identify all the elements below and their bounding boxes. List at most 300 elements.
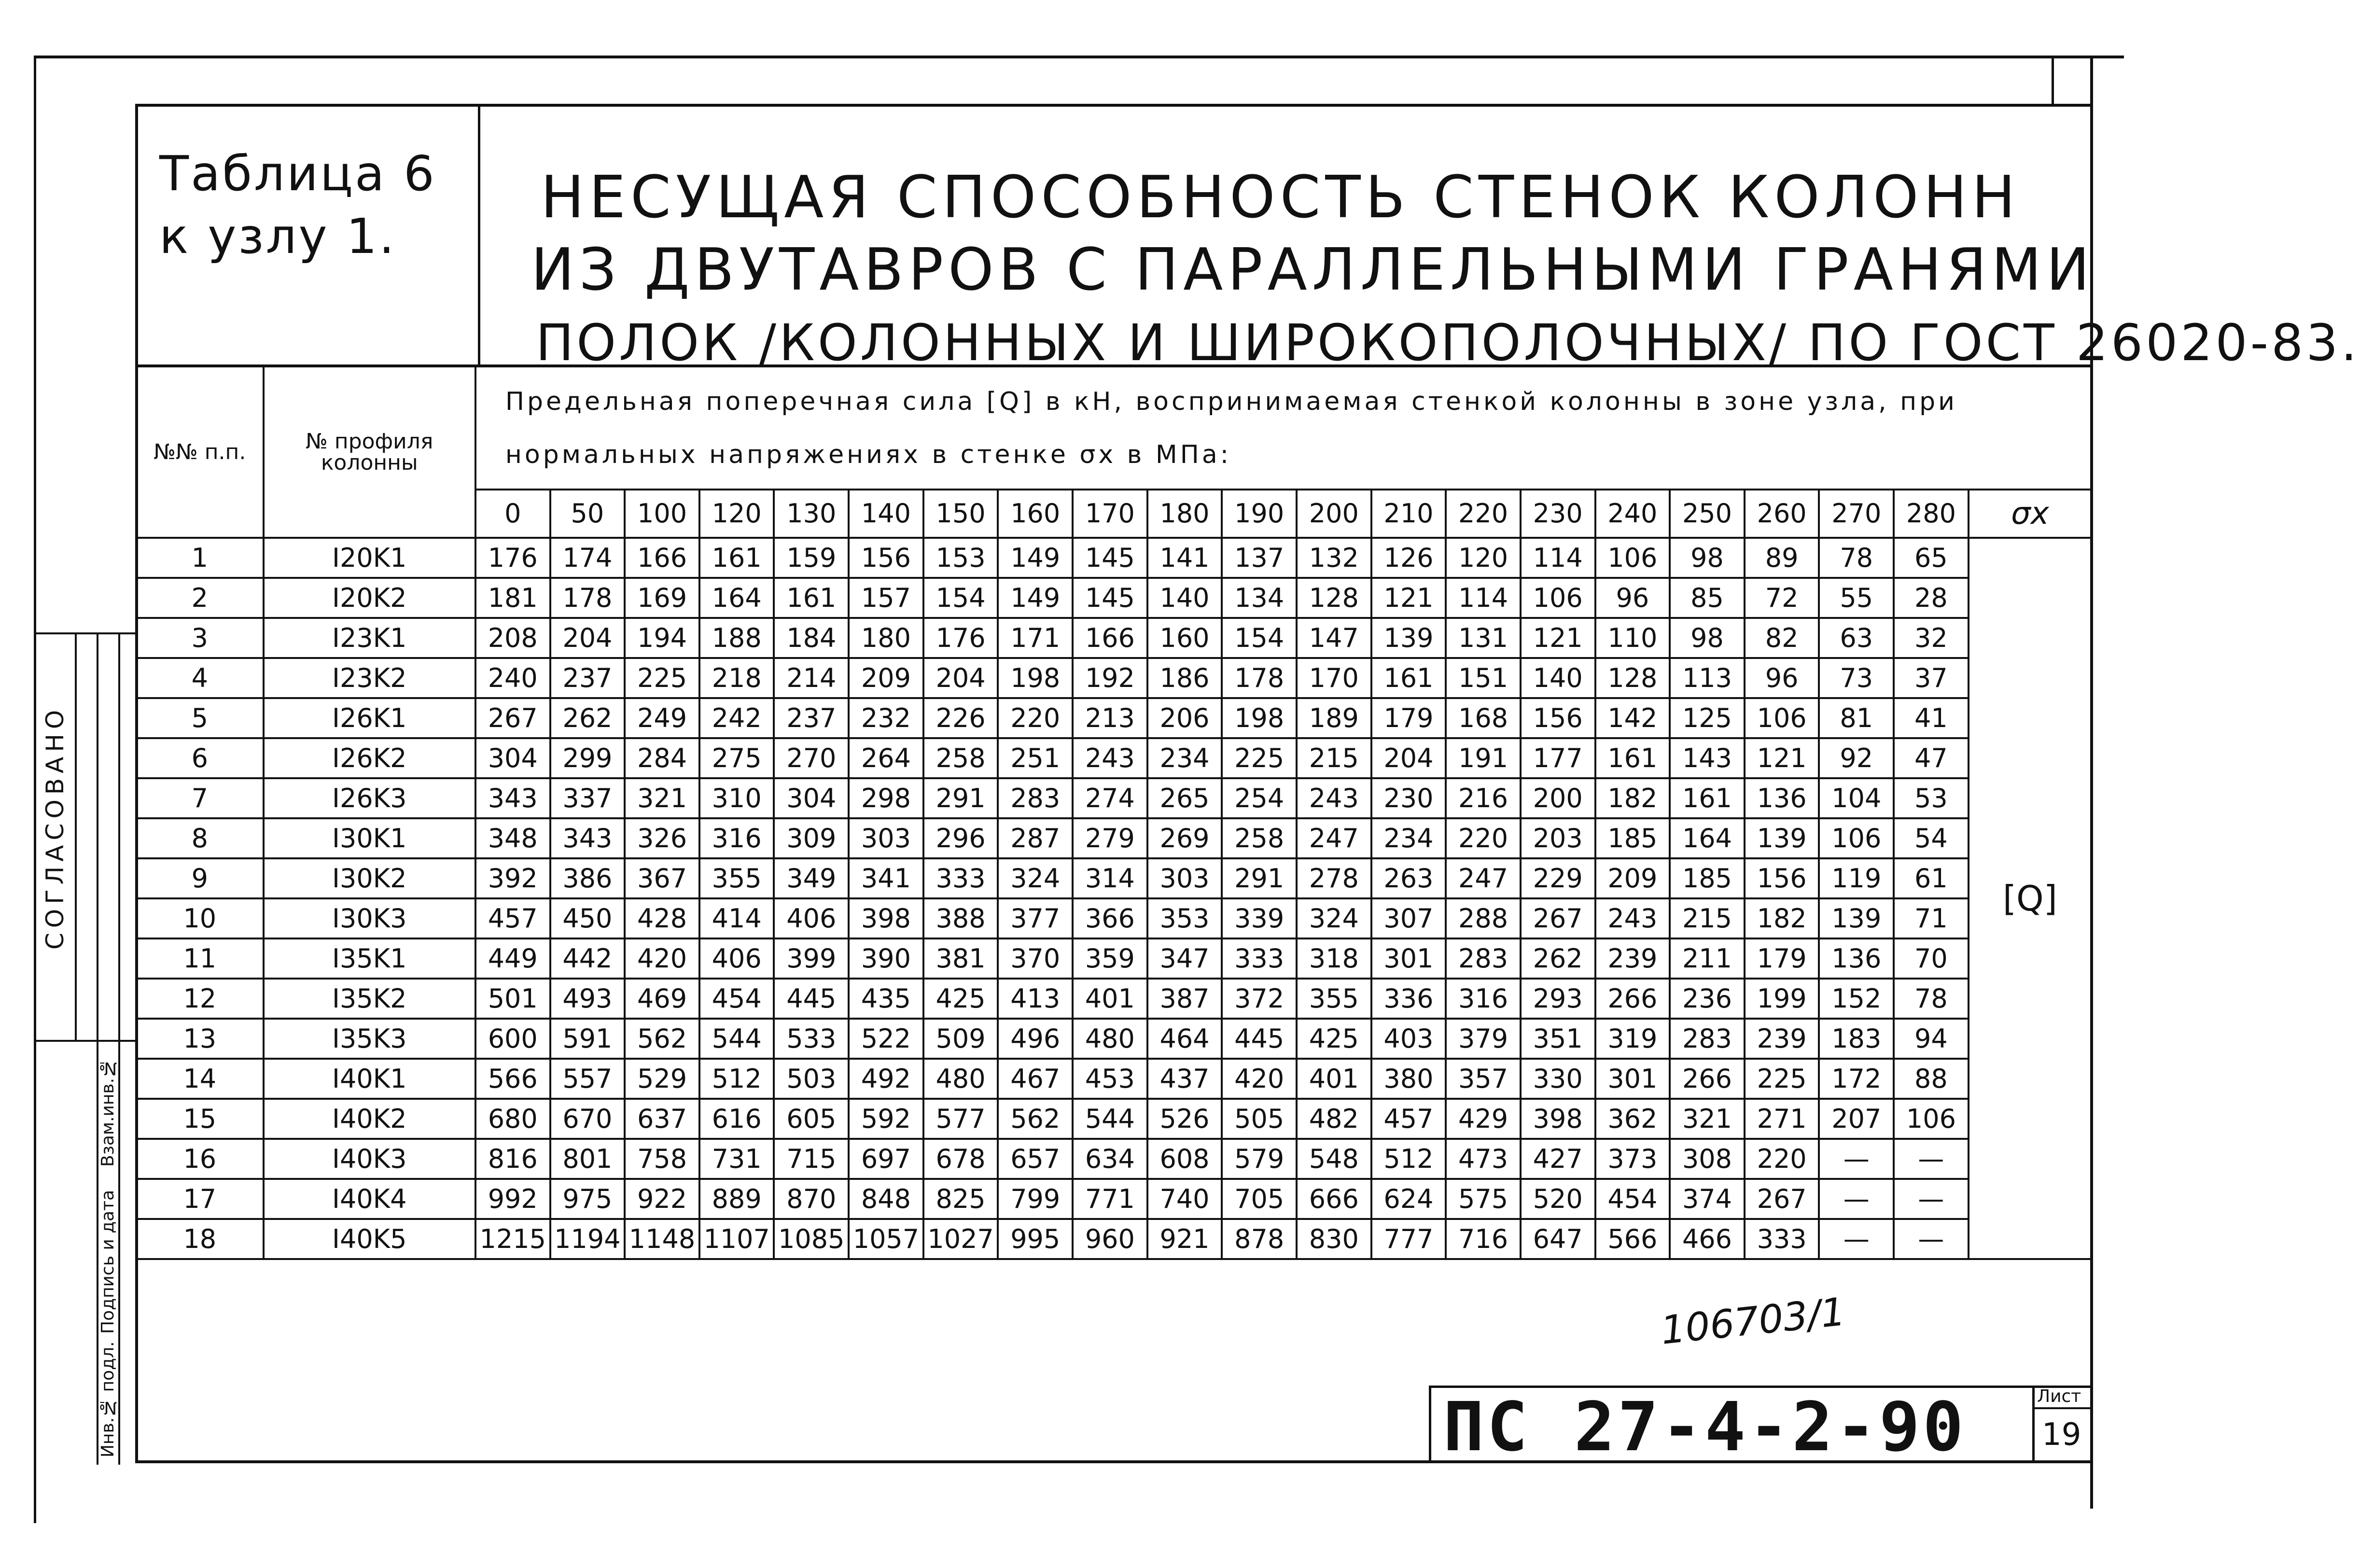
value-cell: 454	[699, 979, 774, 1019]
value-cell: 492	[849, 1059, 923, 1099]
value-cell: 237	[550, 658, 625, 698]
value-cell: 274	[1073, 778, 1147, 818]
value-cell: 457	[475, 898, 550, 938]
table-row	[136, 578, 2092, 618]
value-cell: 267	[475, 698, 550, 738]
value-cell: 921	[1147, 1219, 1222, 1259]
value-cell: 270	[774, 738, 849, 778]
value-cell: 204	[550, 618, 625, 658]
value-cell: 258	[1222, 818, 1297, 858]
value-cell: 288	[1446, 898, 1521, 938]
title-line-1: НЕСУЩАЯ СПОСОБНОСТЬ СТЕНОК КОЛОНН	[541, 164, 2020, 231]
value-cell: 512	[699, 1059, 774, 1099]
value-cell: 469	[625, 979, 699, 1019]
value-cell: 544	[1073, 1099, 1147, 1139]
profile-cell: I40K2	[264, 1099, 475, 1139]
header-row-number: №№ п.п.	[136, 366, 264, 538]
table-row	[136, 618, 2092, 658]
header-description: Предельная поперечная сила [Q] в кН, воспринимаемая стенкой колонны в зоне узла, при нормальных напряжениях в стенке σx в МПа:	[475, 366, 2092, 490]
value-cell: 63	[1819, 618, 1894, 658]
value-cell: 214	[774, 658, 849, 698]
value-cell: 291	[923, 778, 998, 818]
value-cell: 213	[1073, 698, 1147, 738]
row-number-cell: 16	[136, 1139, 264, 1179]
value-cell: 505	[1222, 1099, 1297, 1139]
stress-header-cell: 230	[1521, 490, 1595, 538]
value-cell: 373	[1595, 1139, 1670, 1179]
replace-inventory-label: Взам.инв.№	[98, 1058, 118, 1167]
value-cell: —	[1894, 1139, 1969, 1179]
stress-header-cell: 0	[475, 490, 550, 538]
value-cell: 119	[1819, 858, 1894, 898]
value-cell: 137	[1222, 538, 1297, 578]
value-cell: 1085	[774, 1219, 849, 1259]
row-number-cell: 17	[136, 1179, 264, 1219]
value-cell: 179	[1745, 938, 1819, 979]
value-cell: 825	[923, 1179, 998, 1219]
table-row	[136, 738, 2092, 778]
value-cell: 291	[1222, 858, 1297, 898]
value-cell: 164	[699, 578, 774, 618]
row-number-cell: 18	[136, 1219, 264, 1259]
value-cell: 61	[1894, 858, 1969, 898]
value-cell: 142	[1595, 698, 1670, 738]
value-cell: 386	[550, 858, 625, 898]
value-cell: 183	[1819, 1019, 1894, 1059]
value-cell: 139	[1745, 818, 1819, 858]
value-cell: 32	[1894, 618, 1969, 658]
q-label-cell: [Q]	[1969, 538, 2092, 1259]
value-cell: 53	[1894, 778, 1969, 818]
value-cell: 106	[1894, 1099, 1969, 1139]
value-cell: —	[1894, 1219, 1969, 1259]
table-row	[136, 1019, 2092, 1059]
value-cell: 801	[550, 1139, 625, 1179]
value-cell: 172	[1819, 1059, 1894, 1099]
value-cell: 420	[625, 938, 699, 979]
row-number-cell: 15	[136, 1099, 264, 1139]
stress-header-cell: 250	[1670, 490, 1745, 538]
profile-cell: I30K1	[264, 818, 475, 858]
value-cell: 161	[1371, 658, 1446, 698]
value-cell: 333	[1222, 938, 1297, 979]
value-cell: 121	[1371, 578, 1446, 618]
stress-header-cell: 140	[849, 490, 923, 538]
value-cell: 71	[1894, 898, 1969, 938]
value-cell: 239	[1595, 938, 1670, 979]
sheet-box-left	[2032, 1386, 2035, 1463]
value-cell: 467	[998, 1059, 1073, 1099]
row-number-cell: 9	[136, 858, 264, 898]
value-cell: 512	[1371, 1139, 1446, 1179]
value-cell: —	[1819, 1219, 1894, 1259]
value-cell: 145	[1073, 578, 1147, 618]
value-cell: 234	[1147, 738, 1222, 778]
value-cell: 889	[699, 1179, 774, 1219]
value-cell: 247	[1446, 858, 1521, 898]
capacity-table	[135, 365, 2093, 1260]
value-cell: 226	[923, 698, 998, 738]
table-row	[136, 818, 2092, 858]
signature-date-label: Подпись и дата	[98, 1190, 118, 1334]
stress-header-cell: 220	[1446, 490, 1521, 538]
value-cell: 141	[1147, 538, 1222, 578]
value-cell: 204	[1371, 738, 1446, 778]
value-cell: 262	[1521, 938, 1595, 979]
value-cell: 186	[1147, 658, 1222, 698]
stress-header-cell: 210	[1371, 490, 1446, 538]
value-cell: 94	[1894, 1019, 1969, 1059]
value-cell: 678	[923, 1139, 998, 1179]
value-cell: 482	[1297, 1099, 1371, 1139]
value-cell: 370	[998, 938, 1073, 979]
profile-cell: I35K2	[264, 979, 475, 1019]
value-cell: 366	[1073, 898, 1147, 938]
value-cell: 207	[1819, 1099, 1894, 1139]
stress-header-cell: 160	[998, 490, 1073, 538]
value-cell: 392	[475, 858, 550, 898]
profile-cell: I35K1	[264, 938, 475, 979]
value-cell: 343	[550, 818, 625, 858]
value-cell: 309	[774, 818, 849, 858]
value-cell: 78	[1894, 979, 1969, 1019]
value-cell: 209	[849, 658, 923, 698]
value-cell: 182	[1595, 778, 1670, 818]
value-cell: 715	[774, 1139, 849, 1179]
value-cell: 1148	[625, 1219, 699, 1259]
value-cell: 425	[923, 979, 998, 1019]
value-cell: 220	[1745, 1139, 1819, 1179]
value-cell: 121	[1745, 738, 1819, 778]
value-cell: 215	[1297, 738, 1371, 778]
row-number-cell: 14	[136, 1059, 264, 1099]
value-cell: 106	[1595, 538, 1670, 578]
row-number-cell: 5	[136, 698, 264, 738]
value-cell: 398	[1521, 1099, 1595, 1139]
value-cell: 357	[1446, 1059, 1521, 1099]
value-cell: 330	[1521, 1059, 1595, 1099]
table-row	[136, 538, 2092, 578]
approval-strip	[36, 632, 135, 1465]
value-cell: 878	[1222, 1219, 1297, 1259]
value-cell: 161	[699, 538, 774, 578]
value-cell: 995	[998, 1219, 1073, 1259]
value-cell: 140	[1147, 578, 1222, 618]
value-cell: 608	[1147, 1139, 1222, 1179]
value-cell: 174	[550, 538, 625, 578]
profile-cell: I30K2	[264, 858, 475, 898]
profile-cell: I26K3	[264, 778, 475, 818]
value-cell: 168	[1446, 698, 1521, 738]
value-cell: 236	[1670, 979, 1745, 1019]
value-cell: 161	[1595, 738, 1670, 778]
value-cell: 225	[625, 658, 699, 698]
value-cell: 188	[699, 618, 774, 658]
value-cell: 406	[699, 938, 774, 979]
value-cell: 182	[1745, 898, 1819, 938]
value-cell: 267	[1521, 898, 1595, 938]
table-row	[136, 1099, 2092, 1139]
value-cell: 347	[1147, 938, 1222, 979]
value-cell: 359	[1073, 938, 1147, 979]
value-cell: 680	[475, 1099, 550, 1139]
value-cell: 464	[1147, 1019, 1222, 1059]
table-row	[136, 858, 2092, 898]
value-cell: 349	[774, 858, 849, 898]
value-cell: 401	[1073, 979, 1147, 1019]
value-cell: 176	[923, 618, 998, 658]
value-cell: 445	[774, 979, 849, 1019]
value-cell: 457	[1371, 1099, 1446, 1139]
value-cell: 169	[625, 578, 699, 618]
value-cell: 176	[475, 538, 550, 578]
row-number-cell: 2	[136, 578, 264, 618]
table-number-label: Таблица 6	[159, 145, 436, 202]
value-cell: 136	[1745, 778, 1819, 818]
value-cell: 348	[475, 818, 550, 858]
value-cell: 185	[1595, 818, 1670, 858]
value-cell: 47	[1894, 738, 1969, 778]
value-cell: 324	[998, 858, 1073, 898]
value-cell: 287	[998, 818, 1073, 858]
row-number-cell: 3	[136, 618, 264, 658]
value-cell: 509	[923, 1019, 998, 1059]
value-cell: 28	[1894, 578, 1969, 618]
value-cell: 388	[923, 898, 998, 938]
value-cell: 269	[1147, 818, 1222, 858]
value-cell: 413	[998, 979, 1073, 1019]
value-cell: 420	[1222, 1059, 1297, 1099]
value-cell: 466	[1670, 1219, 1745, 1259]
value-cell: 166	[625, 538, 699, 578]
value-cell: —	[1819, 1139, 1894, 1179]
value-cell: 848	[849, 1179, 923, 1219]
value-cell: 278	[1297, 858, 1371, 898]
value-cell: 374	[1670, 1179, 1745, 1219]
value-cell: 147	[1297, 618, 1371, 658]
value-cell: 390	[849, 938, 923, 979]
value-cell: 666	[1297, 1179, 1371, 1219]
value-cell: 81	[1819, 698, 1894, 738]
value-cell: 131	[1446, 618, 1521, 658]
row-number-cell: 12	[136, 979, 264, 1019]
value-cell: 562	[998, 1099, 1073, 1139]
value-cell: 503	[774, 1059, 849, 1099]
value-cell: 442	[550, 938, 625, 979]
value-cell: 427	[1521, 1139, 1595, 1179]
value-cell: 562	[625, 1019, 699, 1059]
value-cell: 113	[1670, 658, 1745, 698]
value-cell: 180	[849, 618, 923, 658]
sheet-label: Лист	[2037, 1386, 2081, 1406]
value-cell: 189	[1297, 698, 1371, 738]
value-cell: 592	[849, 1099, 923, 1139]
value-cell: 178	[550, 578, 625, 618]
value-cell: 106	[1819, 818, 1894, 858]
value-cell: 351	[1521, 1019, 1595, 1059]
stress-header-cell: 280	[1894, 490, 1969, 538]
value-cell: 128	[1297, 578, 1371, 618]
value-cell: 387	[1147, 979, 1222, 1019]
value-cell: 283	[998, 778, 1073, 818]
stress-header-cell: 180	[1147, 490, 1222, 538]
value-cell: 225	[1222, 738, 1297, 778]
profile-cell: I40K3	[264, 1139, 475, 1179]
value-cell: 355	[1297, 979, 1371, 1019]
value-cell: 206	[1147, 698, 1222, 738]
value-cell: 184	[774, 618, 849, 658]
value-cell: 670	[550, 1099, 625, 1139]
stress-header-cell: 170	[1073, 490, 1147, 538]
value-cell: 125	[1670, 698, 1745, 738]
table-row	[136, 1139, 2092, 1179]
value-cell: 37	[1894, 658, 1969, 698]
row-number-cell: 8	[136, 818, 264, 858]
value-cell: 92	[1819, 738, 1894, 778]
inner-frame-top	[135, 104, 2093, 107]
value-cell: 242	[699, 698, 774, 738]
value-cell: 337	[550, 778, 625, 818]
value-cell: 758	[625, 1139, 699, 1179]
value-cell: 777	[1371, 1219, 1446, 1259]
value-cell: 283	[1670, 1019, 1745, 1059]
value-cell: 293	[1521, 979, 1595, 1019]
document-code: ПС 27-4-2-90	[1443, 1388, 1967, 1467]
value-cell: 267	[1745, 1179, 1819, 1219]
sigma-header-cell: σx	[1969, 490, 2092, 538]
value-cell: 128	[1595, 658, 1670, 698]
value-cell: 575	[1446, 1179, 1521, 1219]
value-cell: 249	[625, 698, 699, 738]
value-cell: 339	[1222, 898, 1297, 938]
value-cell: 65	[1894, 538, 1969, 578]
value-cell: 450	[550, 898, 625, 938]
value-cell: 263	[1371, 858, 1446, 898]
value-cell: 161	[774, 578, 849, 618]
value-cell: 566	[475, 1059, 550, 1099]
value-cell: 199	[1745, 979, 1819, 1019]
value-cell: 591	[550, 1019, 625, 1059]
value-cell: 480	[923, 1059, 998, 1099]
value-cell: 237	[774, 698, 849, 738]
value-cell: 85	[1670, 578, 1745, 618]
value-cell: 341	[849, 858, 923, 898]
value-cell: 70	[1894, 938, 1969, 979]
stress-header-cell: 120	[699, 490, 774, 538]
value-cell: 136	[1819, 938, 1894, 979]
value-cell: 72	[1745, 578, 1819, 618]
value-cell: 362	[1595, 1099, 1670, 1139]
value-cell: 179	[1371, 698, 1446, 738]
value-cell: 493	[550, 979, 625, 1019]
value-cell: 428	[625, 898, 699, 938]
value-cell: 170	[1297, 658, 1371, 698]
value-cell: 215	[1670, 898, 1745, 938]
value-cell: 139	[1371, 618, 1446, 658]
value-cell: 96	[1745, 658, 1819, 698]
value-cell: 266	[1670, 1059, 1745, 1099]
outer-frame-top	[34, 56, 2124, 58]
value-cell: 1027	[923, 1219, 998, 1259]
table-row	[136, 698, 2092, 738]
value-cell: 243	[1073, 738, 1147, 778]
value-cell: 200	[1521, 778, 1595, 818]
value-cell: 600	[475, 1019, 550, 1059]
row-number-cell: 1	[136, 538, 264, 578]
value-cell: 208	[475, 618, 550, 658]
value-cell: 254	[1222, 778, 1297, 818]
strip-col-divider-1	[75, 634, 77, 1040]
value-cell: 634	[1073, 1139, 1147, 1179]
value-cell: 247	[1297, 818, 1371, 858]
value-cell: 314	[1073, 858, 1147, 898]
profile-cell: I30K3	[264, 898, 475, 938]
value-cell: 192	[1073, 658, 1147, 698]
row-number-cell: 4	[136, 658, 264, 698]
stress-header-cell: 240	[1595, 490, 1670, 538]
value-cell: 445	[1222, 1019, 1297, 1059]
value-cell: 579	[1222, 1139, 1297, 1179]
value-cell: 522	[849, 1019, 923, 1059]
value-cell: 181	[475, 578, 550, 618]
value-cell: 191	[1446, 738, 1521, 778]
value-cell: 705	[1222, 1179, 1297, 1219]
stress-header-cell: 200	[1297, 490, 1371, 538]
table-row	[136, 778, 2092, 818]
value-cell: 283	[1446, 938, 1521, 979]
value-cell: 381	[923, 938, 998, 979]
table-row	[136, 938, 2092, 979]
value-cell: 379	[1446, 1019, 1521, 1059]
value-cell: —	[1819, 1179, 1894, 1219]
value-cell: 960	[1073, 1219, 1147, 1259]
value-cell: 429	[1446, 1099, 1521, 1139]
value-cell: 149	[998, 538, 1073, 578]
value-cell: 557	[550, 1059, 625, 1099]
value-cell: 496	[998, 1019, 1073, 1059]
value-cell: 303	[849, 818, 923, 858]
table-row	[136, 898, 2092, 938]
value-cell: 240	[475, 658, 550, 698]
value-cell: 88	[1894, 1059, 1969, 1099]
value-cell: 1107	[699, 1219, 774, 1259]
value-cell: 232	[849, 698, 923, 738]
value-cell: 275	[699, 738, 774, 778]
profile-cell: I40K1	[264, 1059, 475, 1099]
value-cell: 637	[625, 1099, 699, 1139]
table-row	[136, 1059, 2092, 1099]
value-cell: 120	[1446, 538, 1521, 578]
row-number-cell: 13	[136, 1019, 264, 1059]
value-cell: 234	[1371, 818, 1446, 858]
value-cell: 264	[849, 738, 923, 778]
value-cell: 229	[1521, 858, 1595, 898]
value-cell: 544	[699, 1019, 774, 1059]
value-cell: 54	[1894, 818, 1969, 858]
value-cell: 449	[475, 938, 550, 979]
value-cell: 975	[550, 1179, 625, 1219]
value-cell: 73	[1819, 658, 1894, 698]
row-number-cell: 10	[136, 898, 264, 938]
value-cell: 566	[1595, 1219, 1670, 1259]
value-cell: 149	[998, 578, 1073, 618]
value-cell: 310	[699, 778, 774, 818]
value-cell: 230	[1371, 778, 1446, 818]
value-cell: 154	[1222, 618, 1297, 658]
value-cell: 218	[699, 658, 774, 698]
value-cell: 816	[475, 1139, 550, 1179]
row-number-cell: 11	[136, 938, 264, 979]
